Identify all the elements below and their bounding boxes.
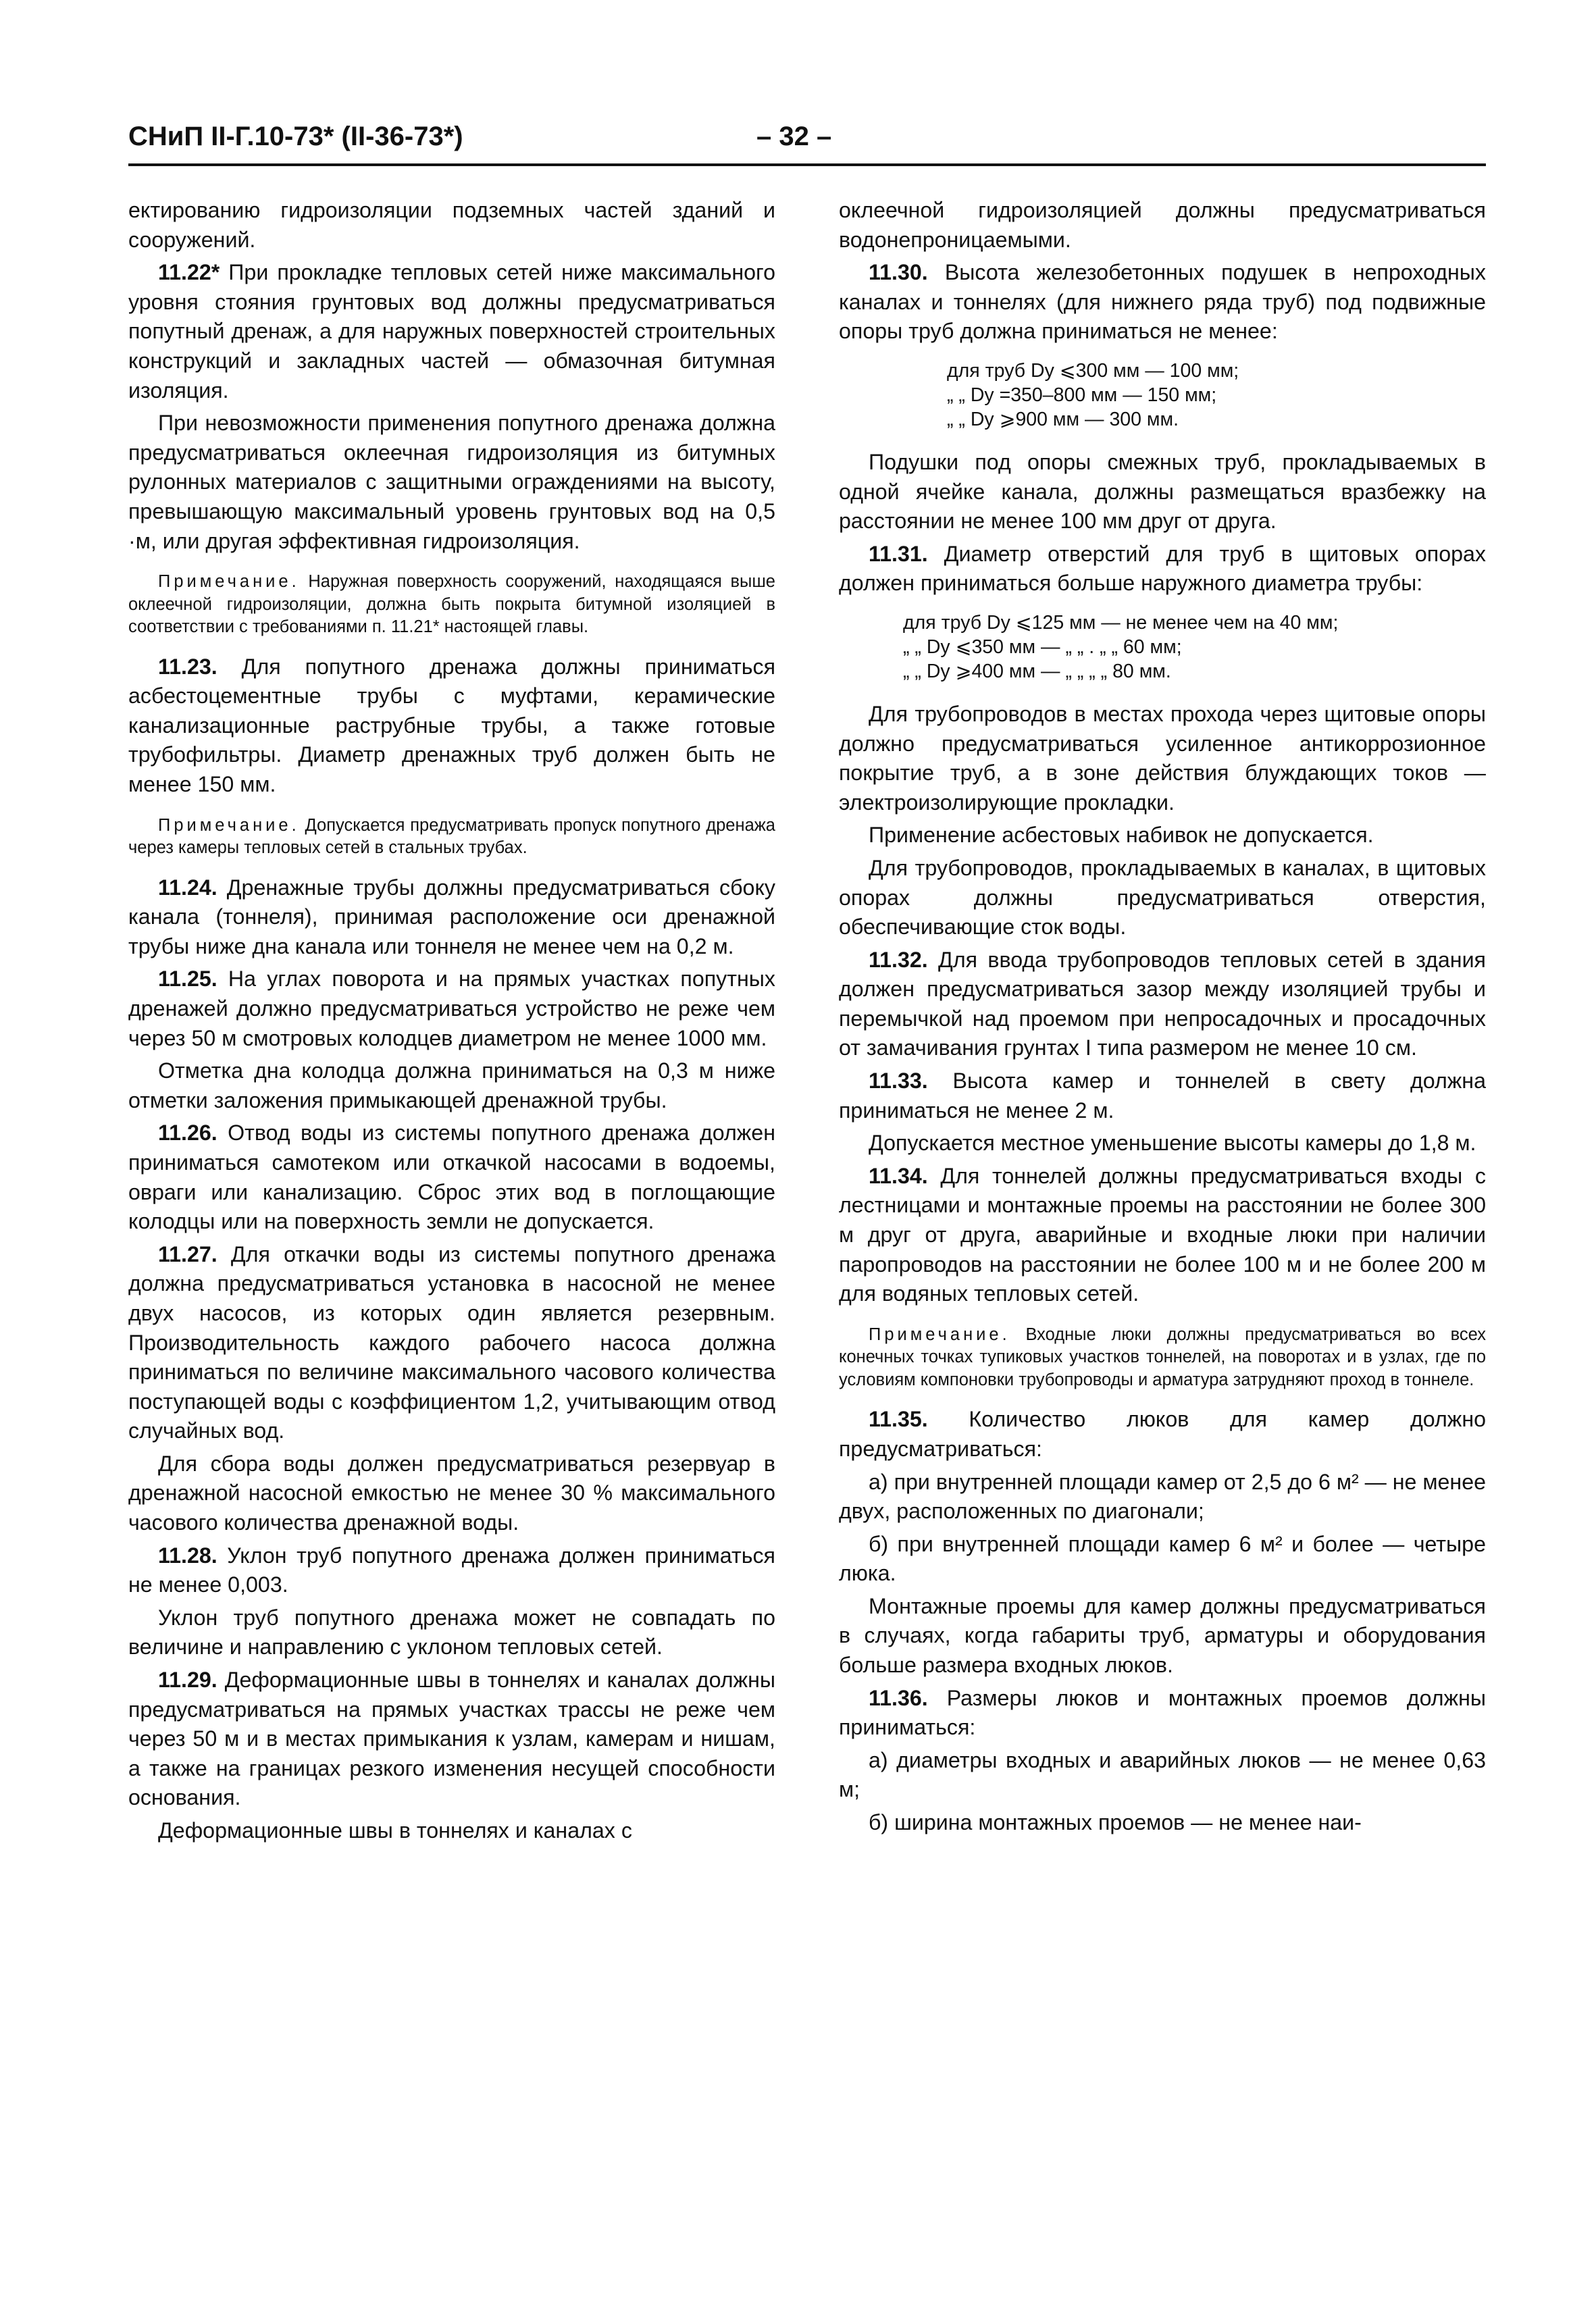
clause-11-25 [128,965,775,1053]
clause-11-33 [839,1066,1486,1125]
note-label: Примечание. [158,572,300,592]
paragraph: Для трубопроводов в местах прохода через щитовые опоры должно предусматриваться усиленное антикоррозионное покрытие труб, а в зоне действия блуждающих токов — электроизолирующие прокладки. [839,701,1486,815]
clause-number: 11.35. [869,1407,928,1432]
clause-text: Для ввода трубопроводов тепловых сетей в здания должен предусматриваться зазор между изоляцией трубы и перемычкой над проемом при непросадочных и просадочных от замачивания грунтах I типа размером не менее 10 см. [839,947,1486,1060]
note-text: Входные люки должны предусматриваться во всех конечных точках тупиковых участков тоннелей, на поворотах и в узлах, где по условиям компоновки трубопроводы и арматура затрудняют проход в тоннеле. [839,1325,1486,1389]
clause-number: 11.31. [869,541,928,566]
paragraph: оклеечной гидроизоляцией должны предусматриваться водонепроницаемыми. [839,198,1486,252]
clause-number: 11.32. [869,947,928,972]
clause-number: 11.28. [158,1543,217,1568]
page-number: – 32 – [756,122,832,151]
dimension-line: для труб Dу ⩽125 мм — не менее чем на 40 мм; [903,611,1339,634]
dimension-list [839,611,1486,684]
document-code: СНиП II-Г.10-73* (II-36-73*) [128,122,463,151]
paragraph: Подушки под опоры смежных труб, прокладываемых в одной ячейке канала, должны размещаться вразбежку на расстоянии не менее 100 мм друг от друга. [839,449,1486,534]
dimension-line: „ „ Dу ⩽350 мм — „ „ . „ „ 60 мм; [903,636,1182,658]
clause-number: 11.23. [158,654,217,679]
clause-11-27 [128,1240,775,1446]
paragraph: ектированию гидроизоляции подземных частей зданий и сооружений. [128,198,775,252]
note-label: Примечание. [158,815,300,835]
clause-number: 11.24. [158,875,217,900]
clause-text: Для откачки воды из системы попутного дренажа должна предусматриваться установка в насосной не менее двух насосов, из которых один является резервным. Производительность каждого рабочего насоса должна приниматься по величине максимального часового количества поступающей воды с коэффициентом 1,2, учитывающим отвод случайных вод. [128,1241,775,1443]
clause-text: Деформационные швы в тоннелях и каналах должны предусматриваться на прямых участках трассы не реже чем через 50 м и в местах примыкания к узлам, камерам и нишам, а также на границах резкого изменения несущей способности основания. [128,1668,775,1810]
clause-text: Высота камер и тоннелей в свету должна приниматься не менее 2 м. [839,1069,1486,1123]
note-label: Примечание. [869,1325,1010,1344]
paragraph: Допускается местное уменьшение высоты камеры до 1,8 м. [869,1131,1476,1156]
dimension-line: „ „ Dу =350–800 мм — 150 мм; [947,384,1217,406]
clause-text: Дренажные трубы должны предусматриваться сбоку канала (тоннеля), принимая расположение оси дренажной трубы ниже дна канала или тоннеля не менее чем на 0,2 м. [128,875,775,958]
clause-11-34 [839,1162,1486,1309]
list-item: б) при внутренней площади камер 6 м² и более — четыре люка. [839,1531,1486,1586]
clause-text: Отвод воды из системы попутного дренажа должен приниматься самотеком или откачкой насосами в водоемы, овраги или канализацию. Сброс этих вод в поглощающие колодцы или на поверхность земли не допускается. [128,1121,775,1234]
paragraph: Для сбора воды должен предусматриваться резервуар в дренажной насосной емкостью не менее 30 % максимального часового количества дренажной воды. [128,1451,775,1535]
clause-number: 11.30. [869,260,928,285]
list-item: а) диаметры входных и аварийных люков — не менее 0,63 м; [839,1747,1486,1802]
clause-text: На углах поворота и на прямых участках попутных дренажей должно предусматриваться устройство не реже чем через 50 м смотровых колодцев диаметром не менее 1000 мм. [128,967,775,1050]
clause-text: Размеры люков и монтажных проемов должны приниматься: [839,1685,1486,1740]
clause-11-32 [839,946,1486,1063]
paragraph: Деформационные швы в тоннелях и каналах с [158,1818,632,1843]
clause-11-35 [839,1405,1486,1464]
left-column [128,196,775,1846]
clause-11-36 [839,1684,1486,1743]
clause-text: При прокладке тепловых сетей ниже максимального уровня стояния грунтовых вод должны предусматриваться попутный дренаж, а для наружных поверхностей строительных конструкций и закладных частей — обмазочная битумная изоляция. [128,260,775,403]
list-item: б) ширина монтажных проемов — не менее наи- [869,1810,1362,1835]
clause-number: 11.34. [869,1163,928,1188]
note [128,571,775,639]
clause-text: Уклон труб попутного дренажа должен приниматься не менее 0,003. [128,1543,775,1597]
clause-number: 11.33. [869,1069,928,1094]
note-text: Допускается предусматривать пропуск попутного дренажа через камеры тепловых сетей в стальных трубах. [128,815,775,858]
clause-11-23 [128,652,775,800]
right-column [839,196,1486,1838]
clause-number: 11.22* [158,260,220,285]
dimension-list [839,359,1486,432]
clause-number: 11.27. [158,1241,217,1266]
clause-11-30 [839,258,1486,346]
header-rule [128,163,1486,166]
clause-number: 11.25. [158,967,217,992]
clause-11-28 [128,1541,775,1600]
paragraph: Применение асбестовых набивок не допускается. [869,823,1374,848]
paragraph: Для трубопроводов, прокладываемых в каналах, в щитовых опорах должны предусматриваться отверстия, обеспечивающие сток воды. [839,855,1486,940]
note [839,1324,1486,1392]
page-header [128,122,1486,169]
clause-number: 11.26. [158,1121,217,1146]
note [128,815,775,860]
clause-11-26 [128,1119,775,1236]
dimension-line: для труб Dу ⩽300 мм — 100 мм; [947,359,1239,382]
clause-11-31 [839,540,1486,598]
note-text: Наружная поверхность сооружений, находящаяся выше оклеечной гидроизоляции, должна быть покрыта битумной изоляцией в соответствии с требованиями п. 11.21* настоящей главы. [128,572,775,637]
list-item: а) при внутренней площади камер от 2,5 до 6 м² — не менее двух, расположенных по диагонали; [839,1469,1487,1524]
paragraph: Отметка дна колодца должна приниматься на 0,3 м ниже отметки заложения примыкающей дренажной трубы. [128,1058,775,1112]
clause-11-24 [128,873,775,962]
clause-text: Количество люков для камер должно предусматриваться: [839,1407,1486,1461]
clause-text: Диаметр отверстий для труб в щитовых опорах должен приниматься больше наружного диаметра трубы: [839,541,1486,596]
dimension-line: „ „ Dу ⩾900 мм — 300 мм. [947,408,1179,430]
clause-text: Для попутного дренажа должны приниматься асбестоцементные трубы с муфтами, керамические канализационные раструбные трубы, а также готовые трубофильтры. Диаметр дренажных труб должен быть не менее 150 мм. [128,654,775,796]
clause-text: Для тоннелей должны предусматриваться входы с лестницами и монтажные проемы на расстоянии не более 300 м друг от друга, аварийные и входные люки при наличии паропроводов на расстоянии не более 100 м и не более 200 м для водяных тепловых сетей. [839,1163,1486,1306]
dimension-line: „ „ Dу ⩾400 мм — „ „ „ „ 80 мм. [903,660,1171,682]
clause-number: 11.36. [869,1685,928,1710]
clause-text: Высота железобетонных подушек в непроходных каналах и тоннелях (для нижнего ряда труб) под подвижные опоры труб должна приниматься не менее: [839,260,1486,344]
clause-11-29 [128,1666,775,1813]
paragraph: Монтажные проемы для камер должны предусматриваться в случаях, когда габариты труб, арматуры и оборудования больше размера входных люков. [839,1593,1486,1678]
clause-11-22 [128,258,775,405]
paragraph: При невозможности применения попутного дренажа должна предусматриваться оклеечная гидроизоляция из битумных рулонных материалов с защитными ограждениями на высоту, превышающую максимальный уровень грунтовых вод на 0,5 ·м, или другая эффективная гидроизоляция. [128,411,775,553]
paragraph: Уклон труб попутного дренажа может не совпадать по величине и направлению с уклоном тепловых сетей. [128,1605,775,1660]
clause-number: 11.29. [158,1668,217,1693]
